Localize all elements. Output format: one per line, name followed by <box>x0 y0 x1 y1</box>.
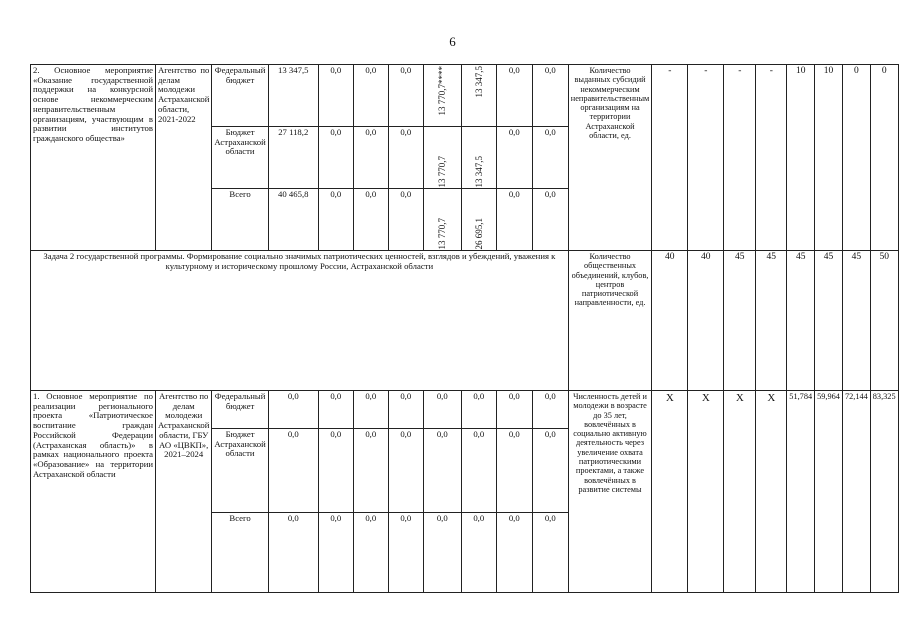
target-cell: 10 <box>787 65 815 251</box>
amount-cell: 0,0 <box>353 127 388 189</box>
amount-cell: 0,0 <box>388 65 423 127</box>
target-cell: - <box>756 65 787 251</box>
target-cell: X <box>652 391 688 593</box>
amount-cell: 0,0 <box>318 65 353 127</box>
funding-source-label: Федеральный бюджет <box>212 391 268 429</box>
amount-cell: 0,0 <box>496 189 532 251</box>
amount-cell-vertical <box>423 189 461 251</box>
target-cell: X <box>756 391 787 593</box>
amount-cell-vertical <box>461 127 496 189</box>
amount-cell: 0,0 <box>388 189 423 251</box>
table-row <box>31 65 899 127</box>
target-cell: 0 <box>870 65 898 251</box>
activity-name-cell: 1. Основное мероприятие по реализации регионального проекта «Патриотическое воспитание граждан Российской Федерации (Астраханская область)» в рамках национального проекта «Образование» на территории Астраханской области <box>31 391 156 593</box>
amount-cell: 0,0 <box>496 391 532 429</box>
amount-cell: 0,0 <box>353 189 388 251</box>
target-cell: - <box>688 65 724 251</box>
amount-cell: 0,0 <box>318 391 353 429</box>
target-cell: 51,784 <box>787 391 815 593</box>
amount-cell: 0,0 <box>532 65 568 127</box>
vertical-amount: 26 695,1 <box>473 217 484 249</box>
amount-cell: 0,0 <box>461 391 496 429</box>
funding-source-label: Всего <box>212 513 268 593</box>
target-cell: 40 <box>688 251 724 391</box>
table-row <box>31 391 899 429</box>
task-cell: Задача 2 государственной программы. Формирование социально значимых патриотических ценностей, взглядов и убеждений, уважения к культурному и историческому прошлому России, Астраханской области <box>31 251 569 391</box>
target-cell: - <box>724 65 756 251</box>
vertical-amount: 13 770,7 <box>437 217 448 249</box>
activity-name-cell: 2. Основное мероприятие «Оказание государственной поддержки на конкурсной основе некоммерческим неправительственным организациям, участвующим в развитии институтов гражданского общества» <box>31 65 156 251</box>
amount-cell: 0,0 <box>532 189 568 251</box>
amount-cell: 0,0 <box>353 391 388 429</box>
amount-cell: 0,0 <box>318 127 353 189</box>
amount-cell: 0,0 <box>532 391 568 429</box>
amount-cell-vertical <box>423 65 461 127</box>
executor-cell: Агентство по делам молодежи Астраханской области, 2021-2022 <box>156 65 212 251</box>
funding-source-label: Всего <box>212 189 268 251</box>
funding-source-label: Федеральный бюджет <box>212 65 268 127</box>
vertical-amount: 13 347,5 <box>473 66 484 98</box>
target-cell: 40 <box>652 251 688 391</box>
amount-cell: 0,0 <box>268 391 318 429</box>
vertical-amount: 13 770,7**** <box>437 66 448 116</box>
vertical-amount: 13 347,5 <box>473 155 484 187</box>
amount-cell: 0,0 <box>353 513 388 593</box>
funding-source-label: Бюджет Астраханской области <box>212 127 268 189</box>
amount-cell: 0,0 <box>388 513 423 593</box>
target-cell: 45 <box>815 251 843 391</box>
amount-cell: 0,0 <box>388 429 423 513</box>
target-cell: 45 <box>787 251 815 391</box>
indicator-cell: Количество выданных субсидий некоммерческим неправительственным организациям на территории Астраханской области, ед. <box>568 65 652 251</box>
amount-cell: 0,0 <box>388 127 423 189</box>
target-cell: 83,325 <box>870 391 898 593</box>
target-cell: 10 <box>815 65 843 251</box>
amount-cell: 0,0 <box>496 127 532 189</box>
amount-cell: 0,0 <box>532 429 568 513</box>
target-cell: - <box>652 65 688 251</box>
target-cell: 59,964 <box>815 391 843 593</box>
amount-cell: 0,0 <box>496 429 532 513</box>
amount-cell: 0,0 <box>496 65 532 127</box>
amount-cell: 0,0 <box>268 429 318 513</box>
table-row <box>31 251 899 391</box>
amount-cell: 0,0 <box>353 429 388 513</box>
amount-cell: 0,0 <box>318 429 353 513</box>
page-number: 6 <box>449 34 456 49</box>
amount-cell: 0,0 <box>461 429 496 513</box>
target-cell: 50 <box>870 251 898 391</box>
target-cell: 45 <box>756 251 787 391</box>
amount-cell-vertical <box>423 127 461 189</box>
funding-source-label: Бюджет Астраханской области <box>212 429 268 513</box>
target-cell: X <box>724 391 756 593</box>
indicator-cell: Численность детей и молодежи в возрасте до 35 лет, вовлечённых в социально активную деятельность через увеличение охвата патриотическими проектами, а также вовлечённых в развитие системы <box>568 391 652 593</box>
amount-cell-vertical <box>461 189 496 251</box>
amount-cell: 0,0 <box>532 513 568 593</box>
amount-cell-vertical <box>461 65 496 127</box>
target-cell: 72,144 <box>842 391 870 593</box>
amount-cell: 0,0 <box>532 127 568 189</box>
amount-cell: 0,0 <box>461 513 496 593</box>
amount-cell: 0,0 <box>268 513 318 593</box>
amount-cell: 0,0 <box>496 513 532 593</box>
program-table <box>30 64 899 593</box>
amount-cell: 0,0 <box>318 513 353 593</box>
amount-cell: 0,0 <box>423 391 461 429</box>
amount-cell: 0,0 <box>423 429 461 513</box>
vertical-amount: 13 770,7 <box>437 155 448 187</box>
target-cell: 45 <box>842 251 870 391</box>
amount-cell: 0,0 <box>388 391 423 429</box>
target-cell: 45 <box>724 251 756 391</box>
indicator-cell: Количество общественных объединений, клубов, центров патриотической направленности, ед. <box>568 251 652 391</box>
amount-cell: 0,0 <box>353 65 388 127</box>
amount-cell: 13 347,5 <box>268 65 318 127</box>
amount-cell: 0,0 <box>423 513 461 593</box>
target-cell: X <box>688 391 724 593</box>
amount-cell: 27 118,2 <box>268 127 318 189</box>
amount-cell: 0,0 <box>318 189 353 251</box>
amount-cell: 40 465,8 <box>268 189 318 251</box>
target-cell: 0 <box>842 65 870 251</box>
executor-cell: Агентство по делам молодежи Астраханской области, ГБУ АО «ЦВКП», 2021–2024 <box>156 391 212 593</box>
